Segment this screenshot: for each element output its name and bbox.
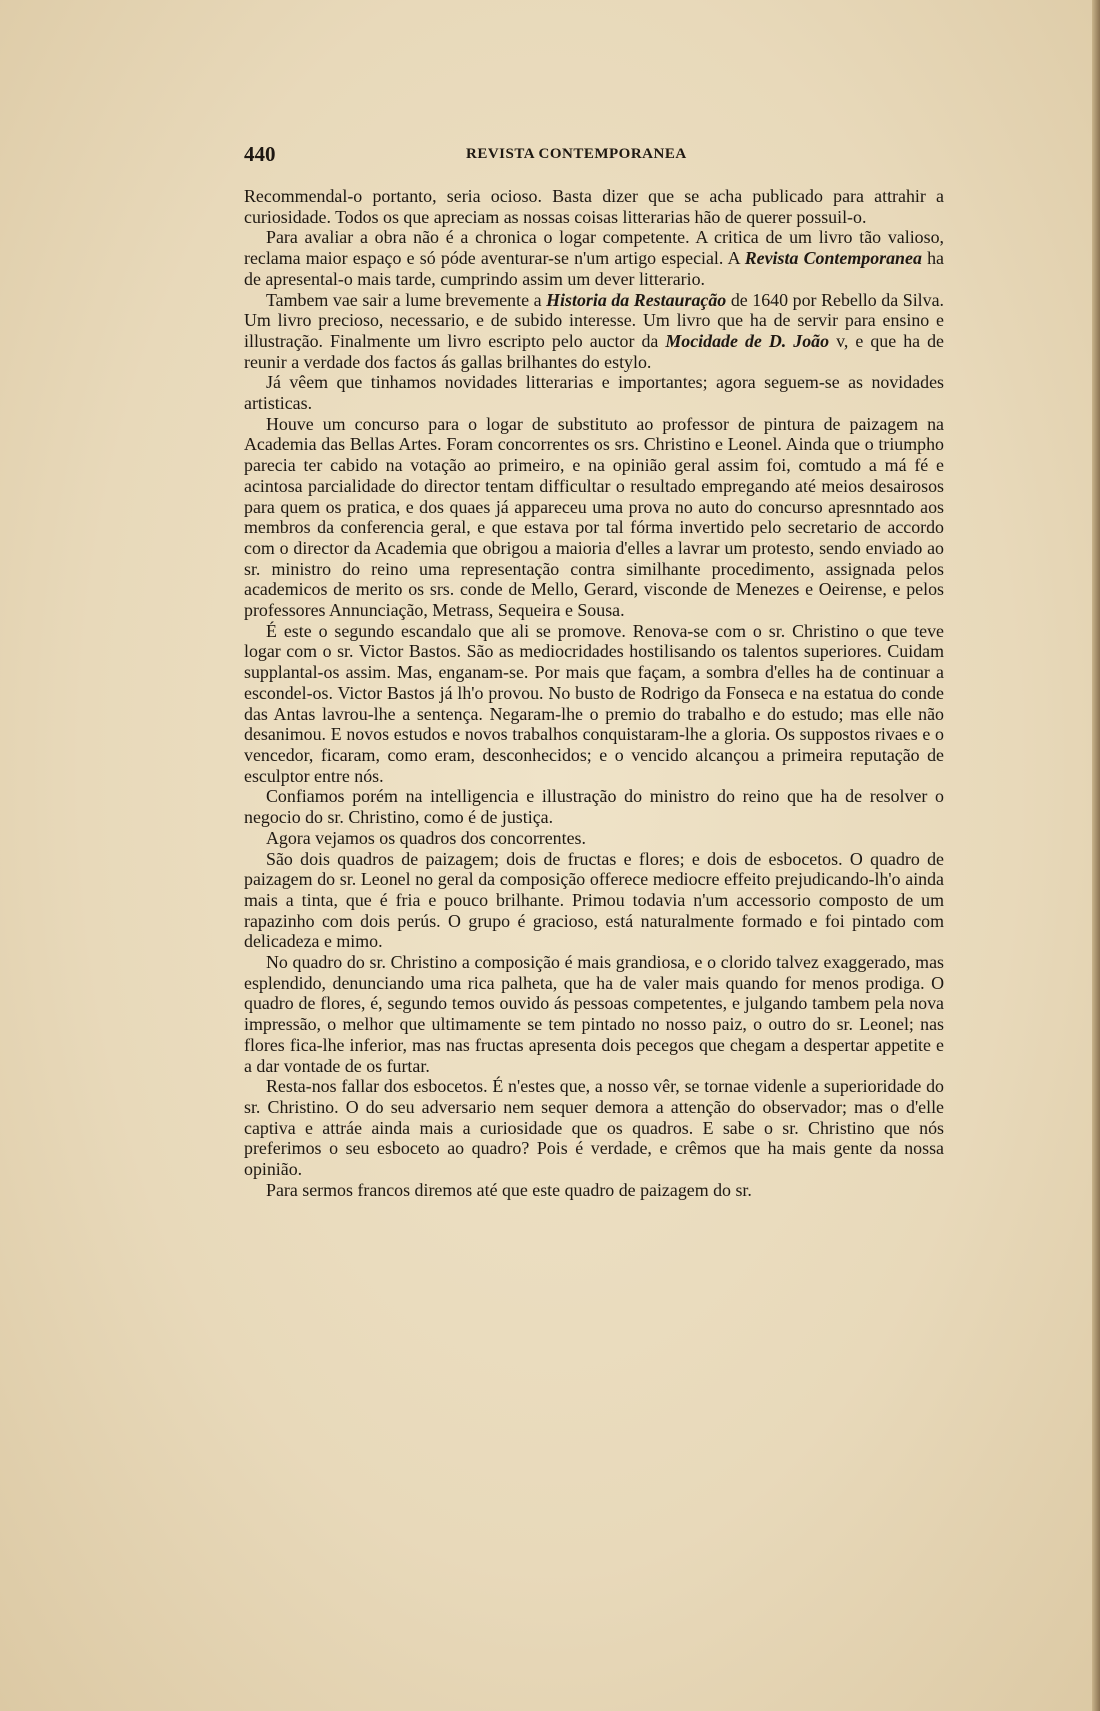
paragraph: Tambem vae sair a lume brevemente a Historia da Restauração de 1640 por Rebello da Silva. Um livro precioso, necessario, e de subido interesse. Um livro que ha de servir para ensino e illustração. Finalmente um livro escripto pelo auctor da Mocidade de D. João v, e que ha de reunir a verdade dos factos ás gallas brilhantes do estylo. — [244, 289, 944, 372]
paragraph: Para avaliar a obra não é a chronica o logar competente. A critica de um livro tão valioso, reclama maior espaço e só póde aventurar-se n'um artigo especial. A Revista Contemporanea ha de apresental-o mais tarde, cumprindo assim um dever litterario. — [244, 227, 944, 289]
paragraph: Para sermos francos diremos até que este quadro de paizagem do sr. — [266, 1179, 752, 1200]
running-header — [244, 142, 944, 166]
paragraph: Recommendal-o portanto, seria ocioso. Basta dizer que se acha publicado para attrahir a curiosidade. Todos os que apreciam as nossas coisas litterarias hão de querer possuil-o. — [244, 186, 944, 227]
paragraph: No quadro do sr. Christino a composição é mais grandiosa, e o clorido talvez exaggerado, mas esplendido, denunciando uma rica palheta, que ha de valer mais quando for menos prodiga. O quadro de flores, é, segundo temos ouvido ás pessoas competentes, e julgando tambem pela nova impressão, o melhor que ultimamente se tem pintado no nosso paiz, o outro do sr. Leonel; nas flores fica-lhe inferior, mas nas fructas apresenta dois pecegos que chegam a despertar appetite e a dar vontade de os furtar. — [244, 952, 944, 1076]
paragraph: Agora vejamos os quadros dos concorrentes. — [266, 827, 586, 848]
paragraph: Houve um concurso para o logar de substituto ao professor de pintura de paizagem na Academia das Bellas Artes. Foram concorrentes os srs. Christino e Leonel. Ainda que o triumpho parecia ter cabido na votação ao primeiro, e na opinião geral assim foi, comtudo a má fé e acintosa parcialidade do director tentam difficultar o resultado empregando até meios desairosos para quem os pratica, e dos quaes já appareceu uma prova no auto do concurso apresnntado aos membros da conferencia geral, e que estava por tal fórma invertido pelo secretario de accordo com o director da Academia que obrigou a maioria d'elles a lavrar um protesto, sendo enviado ao sr. ministro do reino uma representação contra similhante procedimento, assignada pelos academicos de merito os srs. conde de Mello, Gerard, visconde de Menezes e Oeirense, e pelos professores Annunciação, Metrass, Sequeira e Sousa. — [244, 413, 944, 621]
book-title: Mocidade de D. João — [665, 330, 830, 351]
running-title: REVISTA CONTEMPORANEA — [466, 146, 687, 162]
paragraph: É este o segundo escandalo que ali se promove. Renova-se com o sr. Christino o que teve logar com o sr. Victor Bastos. São as mediocridades hostilisando os talentos superiores. Cuidam supplantal-os assim. Mas, enganam-se. Por mais que façam, a sombra d'elles ha de continuar a escondel-os. Victor Bastos já lh'o provou. No busto de Rodrigo da Fonseca e na estatua do conde das Antas lavrou-lhe a sentença. Negaram-lhe o premio do trabalho e do estudo; mas elle não desanimou. E novos estudos e novos trabalhos conquistaram-lhe a gloria. Os suppostos rivaes e o vencedor, ficaram, como eram, desconhecidos; e o vencido alcançou a primeira reputação de esculptor entre nós. — [244, 620, 944, 786]
paragraph: São dois quadros de paizagem; dois de fructas e flores; e dois de esbocetos. O quadro de paizagem do sr. Leonel no geral da composição offerece mediocre effeito prejudicando-lh'o ainda mais a tinta, que é fria e pouco brilhante. Primou todavia n'um accessorio composto de um rapazinho com dois perús. O grupo é gracioso, está naturalmente formado e foi pintado com delicadeza e mimo. — [244, 848, 944, 952]
page-number: 440 — [244, 142, 276, 166]
paragraph: Já vêem que tinhamos novidades litterarias e importantes; agora seguem-se as novidades artisticas. — [244, 372, 944, 414]
paragraph: Resta-nos fallar dos esbocetos. É n'estes que, a nosso vêr, se tornae videnle a superioridade do sr. Christino. O do seu adversario nem sequer demora a attenção do observador; mas o d'elle captiva e attráe ainda mais a curiosidade que os quadros. E sabe o sr. Christino que nós preferimos o seu esboceto ao quadro? Pois é verdade, e crêmos que ha mais gente da nossa opinião. — [244, 1076, 944, 1180]
page-edge — [1092, 0, 1100, 1711]
book-title: Historia da Restauração — [546, 289, 727, 310]
journal-title: Revista Contemporanea — [744, 248, 922, 269]
article-body — [244, 186, 944, 1200]
paragraph: Confiamos porém na intelligencia e illustração do ministro do reino que ha de resolver o negocio do sr. Christino, como é de justiça. — [244, 786, 944, 828]
